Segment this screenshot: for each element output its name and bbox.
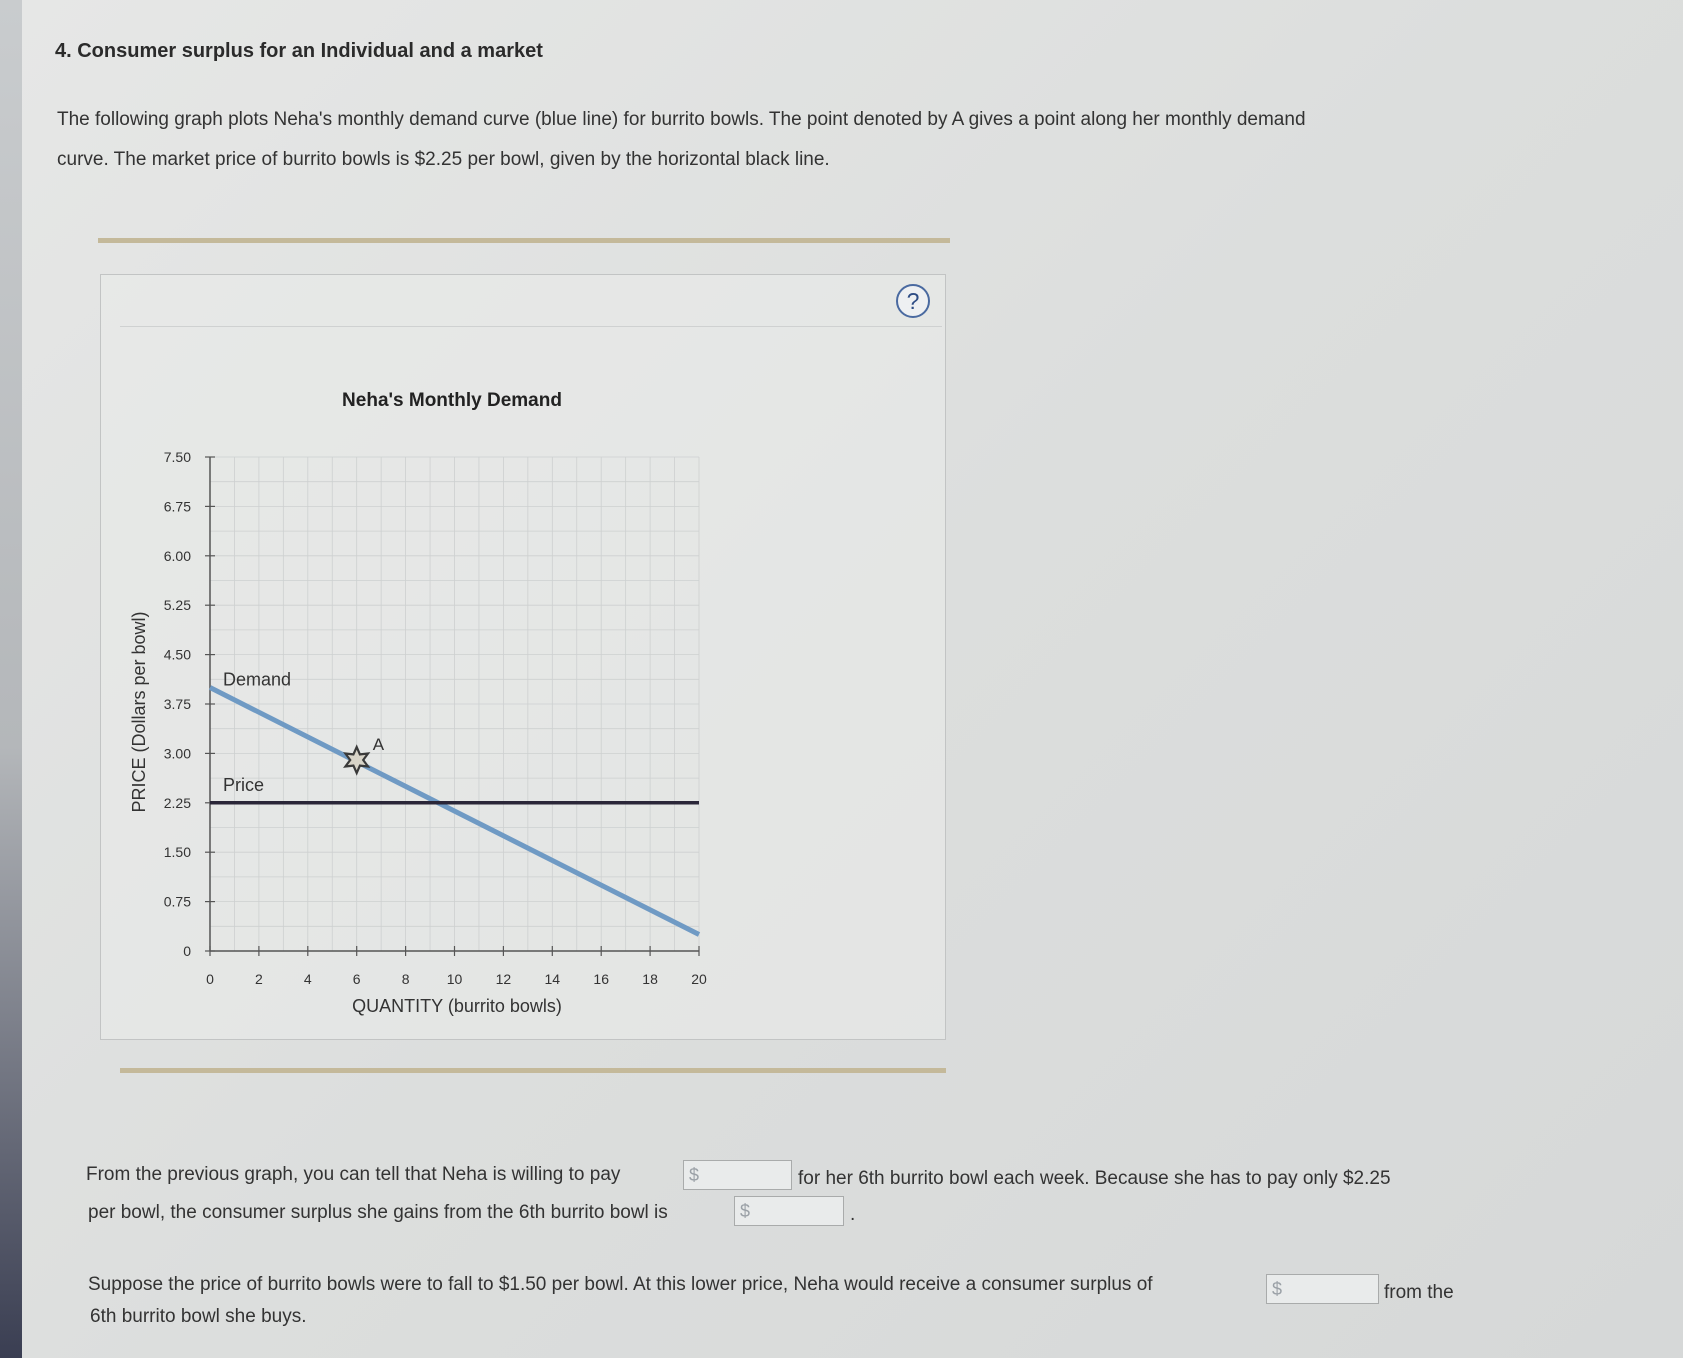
x-axis-label: QUANTITY (burrito bowls) — [352, 996, 562, 1016]
x-tick-label: 6 — [352, 971, 361, 987]
x-tick-label: 4 — [303, 971, 312, 987]
new-consumer-surplus-input[interactable]: $ — [1266, 1274, 1379, 1304]
point-a-label: A — [372, 734, 385, 754]
intro-line-2: curve. The market price of burrito bowls is $2.25 per bowl, given by the horizontal black line. — [57, 149, 830, 170]
consumer-surplus-input[interactable]: $ — [734, 1196, 844, 1226]
x-tick-label: 8 — [401, 971, 410, 987]
y-tick-label: 1.50 — [163, 844, 191, 861]
demand-curve-label: Demand — [223, 669, 292, 690]
y-tick-label: 3.00 — [163, 745, 191, 762]
price-line-label: Price — [223, 774, 265, 795]
intro-line-1: The following graph plots Neha's monthly demand curve (blue line) for burrito bowls. The point denoted by A gives a point along her monthly demand — [57, 109, 1306, 130]
divider-bottom — [120, 1068, 946, 1073]
x-tick-label: 16 — [593, 971, 609, 987]
y-tick-label: 4.50 — [163, 646, 191, 663]
help-icon[interactable]: ? — [896, 284, 930, 318]
x-tick-label: 18 — [642, 971, 658, 987]
x-tick-label: 12 — [495, 971, 512, 987]
x-tick-label: 2 — [255, 971, 263, 987]
y-tick-label: 5.25 — [163, 597, 191, 614]
y-tick-label: 0.75 — [163, 893, 191, 910]
x-tick-label: 14 — [544, 971, 561, 987]
x-tick-label: 10 — [446, 971, 463, 987]
answer-sentence-1a: From the previous graph, you can tell that Neha is willing to pay — [86, 1164, 621, 1185]
willing-to-pay-input[interactable]: $ — [683, 1160, 792, 1190]
answer-sentence-3c: 6th burrito bowl she buys. — [90, 1306, 307, 1327]
answer-sentence-2-end: . — [850, 1204, 856, 1225]
y-tick-label: 6.75 — [163, 498, 191, 515]
chart-title: Neha's Monthly Demand — [342, 390, 562, 411]
y-tick-label: 7.50 — [163, 449, 191, 465]
chart-grid — [210, 457, 699, 951]
answer-sentence-3b: from the — [1384, 1282, 1454, 1303]
y-tick-label: 2.25 — [163, 794, 191, 811]
y-tick-label: 3.75 — [163, 696, 191, 712]
question-title: 4. Consumer surplus for an Individual and a market — [55, 40, 543, 62]
answer-sentence-2a: per bowl, the consumer surplus she gains from the 6th burrito bowl is — [88, 1202, 668, 1223]
y-axis-label: PRICE (Dollars per bowl) — [129, 611, 149, 813]
y-tick-label: 6.00 — [163, 547, 191, 564]
answer-sentence-1b: for her 6th burrito bowl each week. Because she has to pay only $2.25 — [798, 1168, 1391, 1189]
x-tick-label: 20 — [691, 971, 707, 987]
x-tick-label: 0 — [206, 971, 214, 987]
y-tick-label: 0 — [183, 943, 191, 959]
answer-sentence-3a: Suppose the price of burrito bowls were to fall to $1.50 per bowl. At this lower price, Neha would receive a consumer surplus of — [88, 1274, 1153, 1295]
